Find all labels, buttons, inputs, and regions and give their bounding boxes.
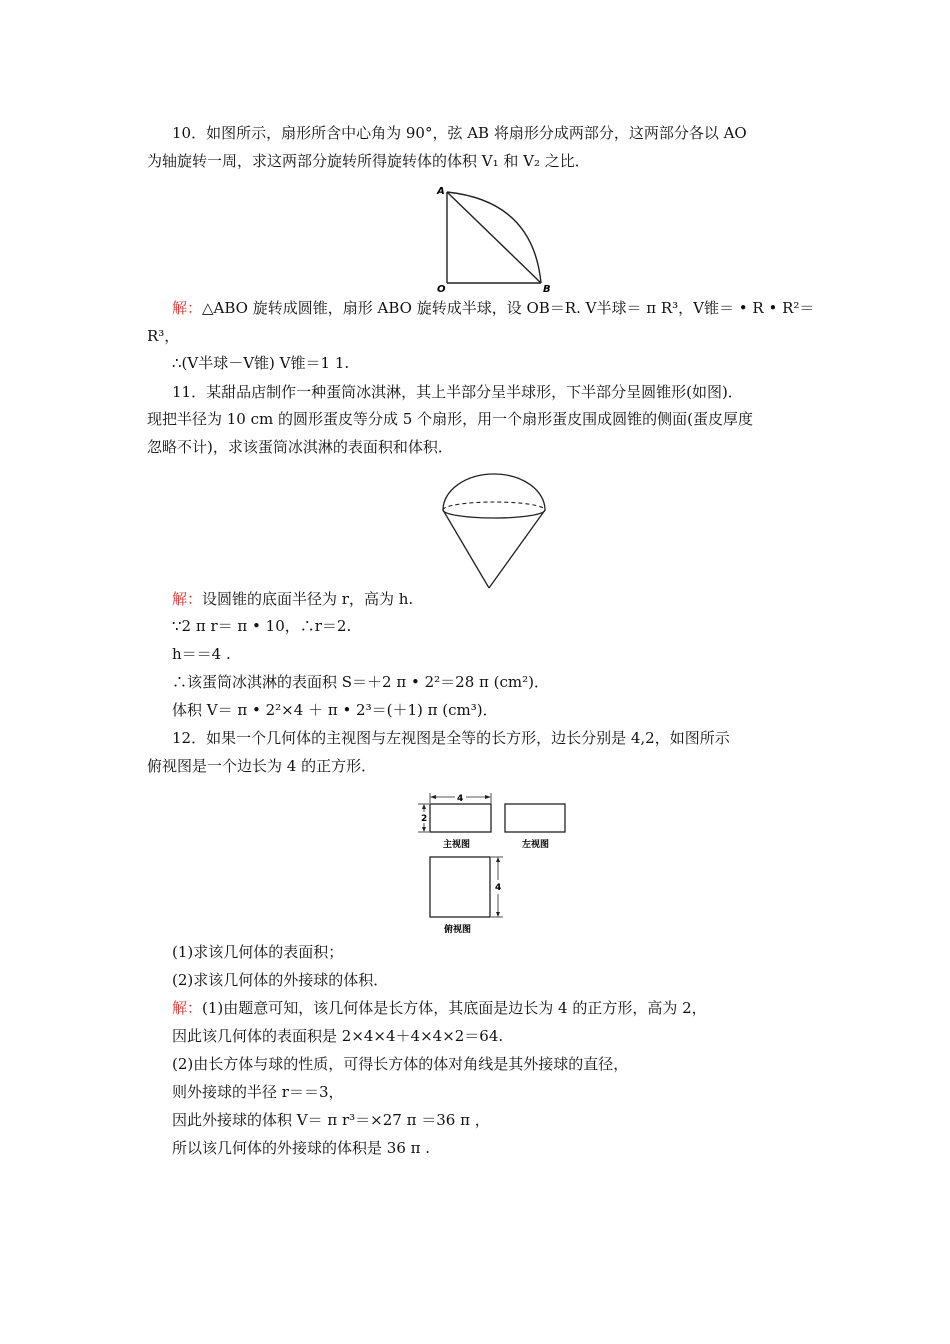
solution-text: (1)由题意可知，该几何体是长方体，其底面是边长为 4 的正方形，高为 2， <box>202 999 707 1017</box>
problem-11-line-3: 忽略不计)，求该蛋筒冰淇淋的表面积和体积． <box>147 438 453 456</box>
problem-12-question-2: (2)求该几何体的外接球的体积． <box>172 971 389 989</box>
solution-text: △ABO 旋转成圆锥，扇形 ABO 旋转成半球，设 OB＝R. V半球＝ π R³，V锥＝ • R • R²＝ <box>202 299 815 317</box>
dim-front-height: 2 <box>421 814 428 824</box>
problem-11-line-2: 现把半径为 10 cm 的圆形蛋皮等分成 5 个扇形，用一个扇形蛋皮围成圆锥的侧面(蛋皮厚度 <box>147 410 753 428</box>
solution-label: 解： <box>172 299 203 317</box>
problem-11-line-1: 11．某甜品店制作一种蛋筒冰淇淋，其上半部分呈半球形，下半部分呈圆锥形(如图)． <box>172 383 743 401</box>
dim-top-side: 4 <box>495 883 502 893</box>
problem-11-solution-line-4: ∴该蛋筒冰淇淋的表面积 S＝＋2 π • 2²＝28 π (cm²)． <box>172 673 549 691</box>
problem-12-solution-line-2: 因此该几何体的表面积是 2×4×4＋4×4×2＝64. <box>172 1027 504 1045</box>
ice-cream-cone-figure <box>440 470 550 592</box>
problem-10-solution-line-2: R³， <box>147 327 180 345</box>
label-b: B <box>543 284 551 295</box>
problem-12-solution-line-4: 则外接球的半径 r＝＝3， <box>172 1083 344 1101</box>
problem-12-solution-line-3: (2)由长方体与球的性质，可得长方体的体对角线是其外接球的直径， <box>172 1055 629 1073</box>
problem-10-solution-line-1 <box>172 297 814 319</box>
sector-figure <box>425 185 565 295</box>
label-a: A <box>437 186 445 197</box>
problem-12-question-1: (1)求该几何体的表面积； <box>172 943 344 961</box>
top-view-label: 俯视图 <box>444 925 472 935</box>
problem-11-solution-line-3: h＝＝4 . <box>172 645 231 663</box>
front-view-label: 主视图 <box>443 840 471 850</box>
solution-label: 解： <box>172 590 203 608</box>
solution-text: 设圆锥的底面半径为 r，高为 h. <box>202 590 414 608</box>
three-views-figure <box>410 790 580 940</box>
problem-10-line-1: 10．如图所示，扇形所含中心角为 90°，弦 AB 将扇形分成两部分，这两部分各以 AO <box>172 124 747 142</box>
problem-12-solution-line-6: 所以该几何体的外接球的体积是 36 π . <box>172 1139 431 1157</box>
label-o: O <box>437 284 446 295</box>
problem-12-solution-line-5: 因此外接球的体积 V＝ π r³＝×27 π ＝36 π ， <box>172 1111 490 1129</box>
problem-11-solution-line-1 <box>172 588 413 610</box>
problem-11-solution-line-5: 体积 V＝ π • 2²×4 ＋ π • 2³＝(＋1) π (cm³)． <box>172 701 498 719</box>
solution-label: 解： <box>172 999 203 1017</box>
problem-10-solution-line-3: ∴(V半球－V锥) V锥＝1 1. <box>172 354 350 372</box>
problem-12-line-1: 12．如果一个几何体的主视图与左视图是全等的长方形，边长分别是 4,2，如图所示 <box>172 729 730 747</box>
dim-front-width: 4 <box>457 794 464 804</box>
problem-10-line-2: 为轴旋转一周，求这两部分旋转所得旋转体的体积 V₁ 和 V₂ 之比． <box>147 152 590 170</box>
side-view-label: 左视图 <box>522 840 550 850</box>
problem-11-solution-line-2: ∵2 π r＝ π • 10，∴r＝2. <box>172 617 352 635</box>
problem-12-solution-line-1 <box>172 997 707 1019</box>
problem-12-line-2: 俯视图是一个边长为 4 的正方形． <box>147 757 377 775</box>
